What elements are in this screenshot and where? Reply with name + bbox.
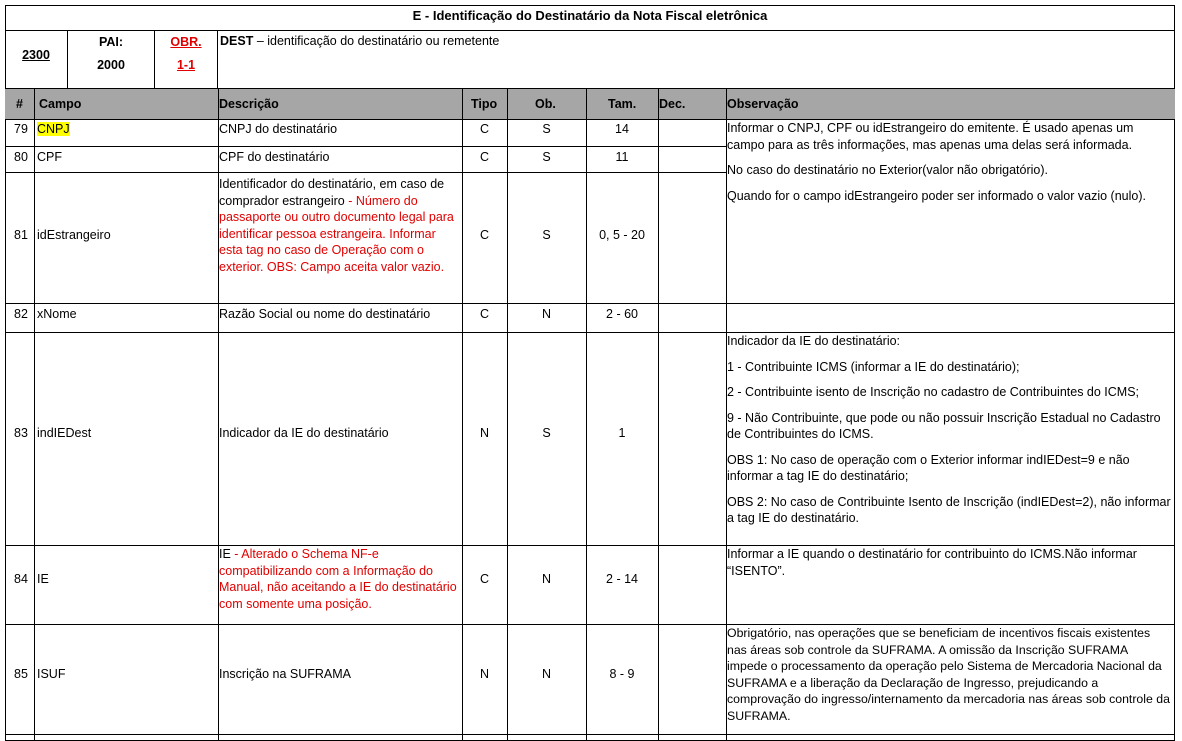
row-82-tipo: C (479, 307, 490, 321)
obs-document-p2: No caso do destinatário no Exterior(valor não obrigatório). (727, 163, 1049, 177)
row-82-ob: N (541, 307, 552, 321)
obs-indiedest-p2: 1 - Contribuinte ICMS (informar a IE do destinatário); (727, 359, 1020, 374)
obs-ie: Informar a IE quando o destinatário for contribuinto do ICMS.Não informar “ISENTO”. (727, 547, 1137, 578)
obs-document-p1: Informar o CNPJ, CPF ou idEstrangeiro do emitente. É usado apenas um campo para as três informações, mas apenas uma delas será informada. (727, 121, 1134, 152)
row-85-desc: Inscrição na SUFRAMA (219, 667, 351, 681)
table-title: E - Identificação do Destinatário da Nota Fiscal eletrônica (5, 5, 1175, 31)
col-obs: Observação (727, 97, 799, 111)
group-id-link[interactable]: 2300 (22, 48, 50, 62)
row-82-num: 82 (14, 307, 28, 321)
row-83-desc: Indicador da IE do destinatário (219, 426, 389, 440)
row-divider (5, 172, 727, 173)
row-79-tam: 14 (615, 122, 629, 136)
pai-cell (68, 31, 155, 88)
row-81-num: 81 (14, 228, 28, 242)
row-81-desc-note: - Número do passaporte ou outro documento legal para identificar pessoa estrangeira. Informar esta tag no caso de Operação com o exterior. OBS: Campo aceita valor vazio. (219, 193, 454, 274)
row-79-num: 79 (14, 122, 28, 136)
obs-indiedest-p4: 9 - Não Contribuinte, que pode ou não possuir Inscrição Estadual no Cadastro de Contribuintes do ICMS. (727, 410, 1161, 441)
pai-label: PAI: (98, 35, 124, 49)
row-81-tipo: C (479, 228, 490, 242)
col-num: # (16, 97, 23, 111)
row-85-ob: N (541, 667, 552, 681)
group-id-cell (5, 31, 68, 88)
col-dec: Dec. (659, 97, 686, 111)
pai-value: 2000 (97, 58, 125, 72)
row-79-campo-text: CNPJ (37, 122, 70, 136)
row-83-tam: 1 (618, 426, 626, 440)
group-tag-desc: – identificação do destinatário ou remetente (253, 34, 500, 48)
obs-indiedest (725, 333, 1173, 536)
grid-line (586, 88, 587, 741)
row-79-campo (36, 121, 71, 137)
row-83-num: 83 (14, 426, 28, 440)
row-82-campo: xNome (37, 307, 77, 321)
row-84-ob: N (541, 572, 552, 586)
row-83-tipo: N (479, 426, 490, 440)
row-80-tam: 11 (615, 150, 629, 164)
grid-line (658, 88, 659, 741)
obr-value-link[interactable]: 1-1 (176, 58, 196, 72)
col-tipo: Tipo (471, 97, 498, 111)
row-80-ob: S (542, 150, 551, 164)
row-79-tipo: C (479, 122, 490, 136)
row-84-campo: IE (37, 572, 49, 586)
row-divider (5, 146, 727, 147)
obs-indiedest-p3: 2 - Contribuinte isento de Inscrição no cadastro de Contribuintes do ICMS; (727, 385, 1140, 399)
row-85-tam: 8 - 9 (609, 667, 635, 681)
col-descricao: Descrição (219, 97, 279, 111)
row-82-tam: 2 - 60 (606, 307, 638, 321)
row-84-desc-note: - Alterado o Schema NF-e compatibilizando com a Informação do Manual, não aceitando a IE do destinatário com somente uma posição. (219, 547, 457, 611)
row-85-num: 85 (14, 667, 28, 681)
row-83-ob: S (542, 426, 551, 440)
obs-document-p3: Quando for o campo idEstrangeiro poder ser informado o valor vazio (nulo). (727, 188, 1146, 203)
row-85-campo: ISUF (37, 667, 66, 681)
row-85-tipo: N (479, 667, 490, 681)
row-84-desc (217, 546, 463, 612)
row-80-num: 80 (14, 150, 28, 164)
row-80-campo: CPF (37, 150, 62, 164)
obr-cell (155, 31, 218, 88)
obs-indiedest-p5: OBS 1: No caso de operação com o Exterior informar indIEDest=9 e não informar a tag IE do destinatário; (727, 452, 1130, 483)
col-campo: Campo (39, 97, 82, 111)
obs-isuf: Obrigatório, nas operações que se beneficiam de incentivos fiscais existentes nas áreas sob controle da SUFRAMA. A omissão da Inscrição SUFRAMA impede o processamento da operação pelo Sistema de Mercadoria Nacional da SUFRAMA e a liberação da Declaração de Ingresso, prejudicando a comprovação do ingresso/internamento da mercadoria nas áreas sob controle da SUFRAMA. (727, 626, 1170, 723)
grid-line (34, 88, 35, 741)
row-81-ob: S (542, 228, 551, 242)
row-80-desc: CPF do destinatário (219, 150, 330, 164)
row-81-tam: 0, 5 - 20 (599, 228, 645, 242)
row-81-desc-main: Identificador do destinatário, em caso de comprador estrangeiro (219, 177, 445, 208)
row-84-tam: 2 - 14 (606, 572, 638, 586)
column-header-row (5, 88, 1175, 120)
obs-indiedest-p6: OBS 2: No caso de Contribuinte Isento de Inscrição (indIEDest=2), não informar a tag IE do destinatário. (727, 494, 1171, 525)
obs-document (725, 120, 1173, 213)
row-divider (5, 734, 1175, 735)
col-tam: Tam. (608, 97, 637, 111)
row-84-tipo: C (479, 572, 490, 586)
col-ob: Ob. (535, 97, 556, 111)
group-desc (218, 34, 1168, 54)
row-83-campo: indIEDest (37, 426, 92, 440)
obr-label-link[interactable]: OBR. (170, 35, 202, 49)
row-82-desc: Razão Social ou nome do destinatário (219, 307, 431, 321)
row-84-num: 84 (14, 572, 28, 586)
row-80-tipo: C (479, 150, 490, 164)
row-84-desc-main: IE (219, 547, 231, 561)
row-divider (5, 303, 1175, 304)
grid-line (507, 88, 508, 741)
group-tag: DEST (220, 34, 254, 48)
row-79-desc: CNPJ do destinatário (219, 122, 338, 136)
row-79-ob: S (542, 122, 551, 136)
row-81-desc (217, 176, 463, 275)
row-81-campo: idEstrangeiro (37, 228, 111, 242)
obs-indiedest-p1: Indicador da IE do destinatário: (727, 334, 901, 348)
